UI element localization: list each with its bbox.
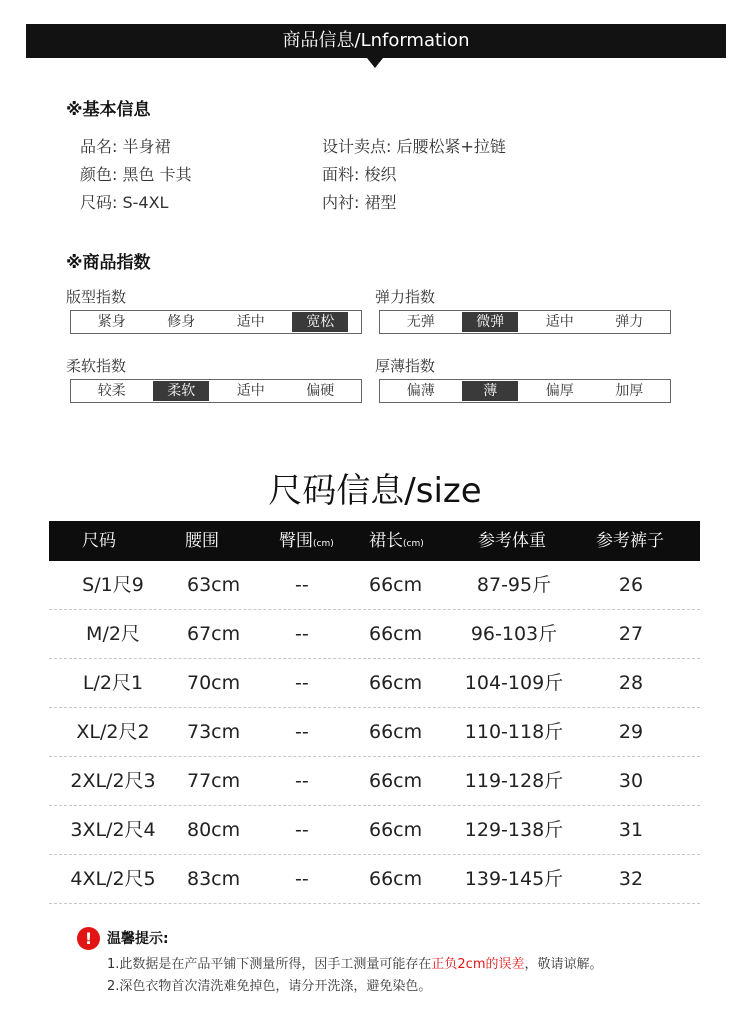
info-design-point: 设计卖点: 后腰松紧+拉链 [322,137,506,156]
softness-option: 适中 [236,383,265,399]
tips-title: 温馨提示: [107,931,169,947]
fit-index-bar [70,310,362,334]
cell-size: M/2尺 [86,623,140,645]
info-size-range: 尺码: S-4XL [80,193,169,212]
header-hip: 臀围(cm) [279,531,334,551]
cell-weight: 139-145斤 [464,868,564,890]
cell-hip: -- [295,672,309,694]
cell-pants: 27 [618,623,644,645]
cell-hip: -- [295,770,309,792]
cell-size: 2XL/2尺3 [70,770,156,792]
header-waist: 腰围 [185,531,219,551]
info-lining: 内衬: 裙型 [322,193,397,212]
cell-pants: 32 [618,868,644,890]
tip-line-2: 2.深色衣物首次清洗难免掉色，请分开洗涤，避免染色。 [107,979,432,994]
cell-waist: 73cm [187,721,241,743]
thickness-index-label: 厚薄指数 [375,357,436,375]
cell-waist: 77cm [187,770,241,792]
fit-index-label: 版型指数 [66,288,127,306]
softness-index-bar [70,379,362,403]
cell-size: 4XL/2尺5 [70,868,156,890]
elastic-index-bar [379,310,671,334]
cell-size: S/1尺9 [82,574,144,596]
cell-hip: -- [295,623,309,645]
cell-length: 66cm [369,623,423,645]
fit-option: 适中 [236,314,265,330]
tip-error-range: 正负2cm的误差 [431,957,525,972]
cell-pants: 30 [618,770,644,792]
info-product-name: 品名: 半身裙 [80,137,171,156]
cell-weight: 96-103斤 [470,623,558,645]
header-banner [26,24,726,58]
cell-pants: 26 [618,574,644,596]
cell-pants: 31 [618,819,644,841]
cell-waist: 80cm [187,819,241,841]
softness-index-label: 柔软指数 [66,357,127,375]
cell-length: 66cm [369,672,423,694]
table-row [49,659,700,708]
softness-option: 偏硬 [306,383,335,399]
cell-hip: -- [295,721,309,743]
cell-waist: 67cm [187,623,241,645]
cell-pants: 28 [618,672,644,694]
cell-size: L/2尺1 [82,672,144,694]
info-fabric: 面料: 梭织 [322,165,397,184]
basic-info-heading: ※基本信息 [66,100,151,120]
cell-length: 66cm [369,868,423,890]
softness-option-selected: 柔软 [153,381,209,401]
elastic-option-selected: 微弹 [462,312,518,332]
cell-waist: 70cm [187,672,241,694]
cell-hip: -- [295,819,309,841]
cell-weight: 87-95斤 [476,574,552,596]
cell-weight: 129-138斤 [464,819,564,841]
cell-pants: 29 [618,721,644,743]
cell-weight: 119-128斤 [464,770,564,792]
thickness-option-selected: 薄 [462,381,518,401]
table-row [49,561,700,610]
cell-length: 66cm [369,574,423,596]
header-ref-weight: 参考体重 [478,531,546,551]
thickness-index-bar [379,379,671,403]
softness-option: 较柔 [97,383,126,399]
index-heading: ※商品指数 [66,253,151,273]
cell-length: 66cm [369,721,423,743]
fit-option: 修身 [167,314,196,330]
fit-option-selected: 宽松 [292,312,348,332]
table-row [49,610,700,659]
thickness-option: 偏薄 [406,383,435,399]
cell-hip: -- [295,574,309,596]
cell-size: XL/2尺2 [76,721,150,743]
header-ref-pants: 参考裤子 [596,531,664,551]
cell-size: 3XL/2尺4 [70,819,156,841]
size-table-header [49,521,700,561]
thickness-option: 偏厚 [545,383,574,399]
elastic-option: 无弹 [406,314,435,330]
elastic-option: 适中 [545,314,574,330]
thickness-option: 加厚 [615,383,644,399]
cell-weight: 104-109斤 [464,672,564,694]
cell-hip: -- [295,868,309,890]
cell-waist: 83cm [187,868,241,890]
tip-line-1: 1.此数据是在产品平铺下测量所得，因手工测量可能存在正负2cm的误差，敬请谅解。 [107,957,603,972]
cell-length: 66cm [369,819,423,841]
fit-option: 紧身 [97,314,126,330]
table-row [49,708,700,757]
cell-waist: 63cm [187,574,241,596]
banner-notch [367,58,383,68]
elastic-option: 弹力 [615,314,644,330]
header-size: 尺码 [82,531,116,551]
banner-title: 商品信息/Lnformation [282,30,470,51]
header-skirt-length: 裙长(cm) [369,531,424,551]
cell-weight: 110-118斤 [464,721,564,743]
size-section-title: 尺码信息/size [268,471,482,511]
info-color: 颜色: 黑色 卡其 [80,165,192,184]
warning-icon: ! [77,927,100,950]
table-row [49,806,700,855]
elastic-index-label: 弹力指数 [375,288,436,306]
table-row [49,757,700,806]
cell-length: 66cm [369,770,423,792]
table-row [49,855,700,904]
